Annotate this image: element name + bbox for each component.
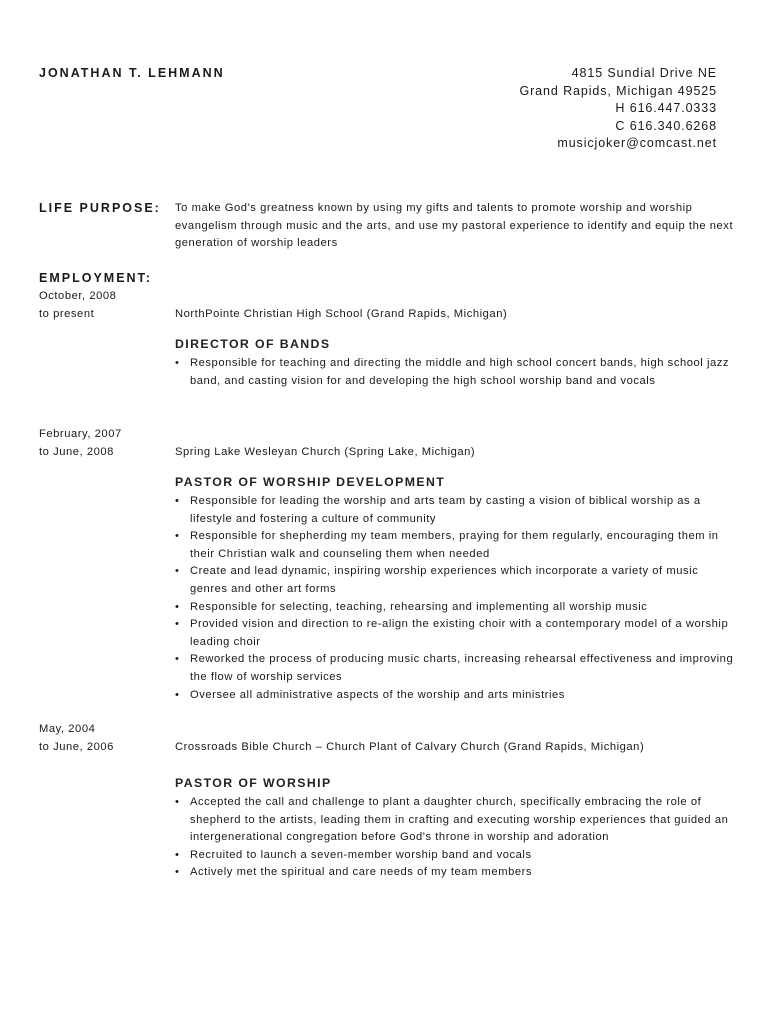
job-title: PASTOR OF WORSHIP — [175, 776, 332, 790]
job-title: DIRECTOR OF BANDS — [175, 337, 331, 351]
life-purpose-text: To make God's greatness known by using my gifts and talents to promote worship and worship evangelism through music and the arts, and use my pastoral experience to identify and equip the next generation of worship leaders — [175, 202, 734, 250]
job-responsibilities — [175, 493, 735, 704]
responsibility-item: • Responsible for teaching and directing the middle and high school concert bands, high school jazz band, and casting vision for and developing the high school worship band and vocals — [175, 355, 735, 390]
address-line-1: 4815 Sundial Drive NE — [571, 66, 717, 80]
responsibility-item: • Responsible for leading the worship and arts team by casting a vision of biblical worship as a lifestyle and fostering a culture of community — [175, 493, 735, 528]
responsibility-item: • Responsible for shepherding my team members, praying for them regularly, encouraging them in their Christian walk and counseling them when needed — [175, 528, 735, 563]
home-phone: H 616.447.0333 — [615, 101, 717, 116]
employment-heading: EMPLOYMENT: — [39, 271, 152, 285]
responsibility-item: • Recruited to launch a seven-member worship band and vocals — [175, 847, 735, 865]
job-organization: NorthPointe Christian High School (Grand Rapids, Michigan) — [175, 308, 508, 320]
responsibility-item: • Provided vision and direction to re-align the existing choir with a contemporary model of a worship leading choir — [175, 616, 735, 651]
email-address: musicjoker@comcast.net — [557, 136, 717, 151]
job-organization: Crossroads Bible Church – Church Plant of Calvary Church (Grand Rapids, Michigan) — [175, 741, 645, 753]
job-dates — [39, 288, 116, 323]
responsibility-item: • Responsible for selecting, teaching, rehearsing and implementing all worship music — [175, 599, 735, 617]
job-date-start: February, 2007 — [39, 428, 122, 440]
job-date-start: May, 2004 — [39, 723, 96, 735]
address-line-2: Grand Rapids, Michigan 49525 — [519, 83, 717, 98]
job-responsibilities — [175, 794, 735, 882]
job-dates — [39, 721, 114, 756]
responsibility-item: • Reworked the process of producing music charts, increasing rehearsal effectiveness and improving the flow of worship services — [175, 651, 735, 686]
responsibility-item: • Create and lead dynamic, inspiring worship experiences which incorporate a variety of music genres and other art forms — [175, 563, 735, 598]
job-organization: Spring Lake Wesleyan Church (Spring Lake, Michigan) — [175, 446, 476, 458]
job-date-start: October, 2008 — [39, 290, 117, 302]
job-dates — [39, 426, 122, 461]
job-date-end: to present — [39, 307, 95, 320]
job-date-end: to June, 2006 — [39, 740, 114, 753]
life-purpose-heading: LIFE PURPOSE: — [39, 201, 161, 215]
applicant-name: JONATHAN T. LEHMANN — [39, 66, 225, 80]
contact-block — [519, 65, 717, 153]
responsibility-item: • Oversee all administrative aspects of the worship and arts ministries — [175, 687, 735, 705]
responsibility-item: • Actively met the spiritual and care needs of my team members — [175, 864, 735, 882]
job-title: PASTOR OF WORSHIP DEVELOPMENT — [175, 475, 446, 489]
job-responsibilities — [175, 355, 735, 390]
job-date-end: to June, 2008 — [39, 445, 114, 458]
cell-phone: C 616.340.6268 — [615, 118, 717, 133]
responsibility-item: • Accepted the call and challenge to plant a daughter church, specifically embracing the role of shepherd to the artists, leading them in crafting and executing worship experiences that guided an intergenerational congregation before God's throne in worship and adoration — [175, 794, 735, 847]
